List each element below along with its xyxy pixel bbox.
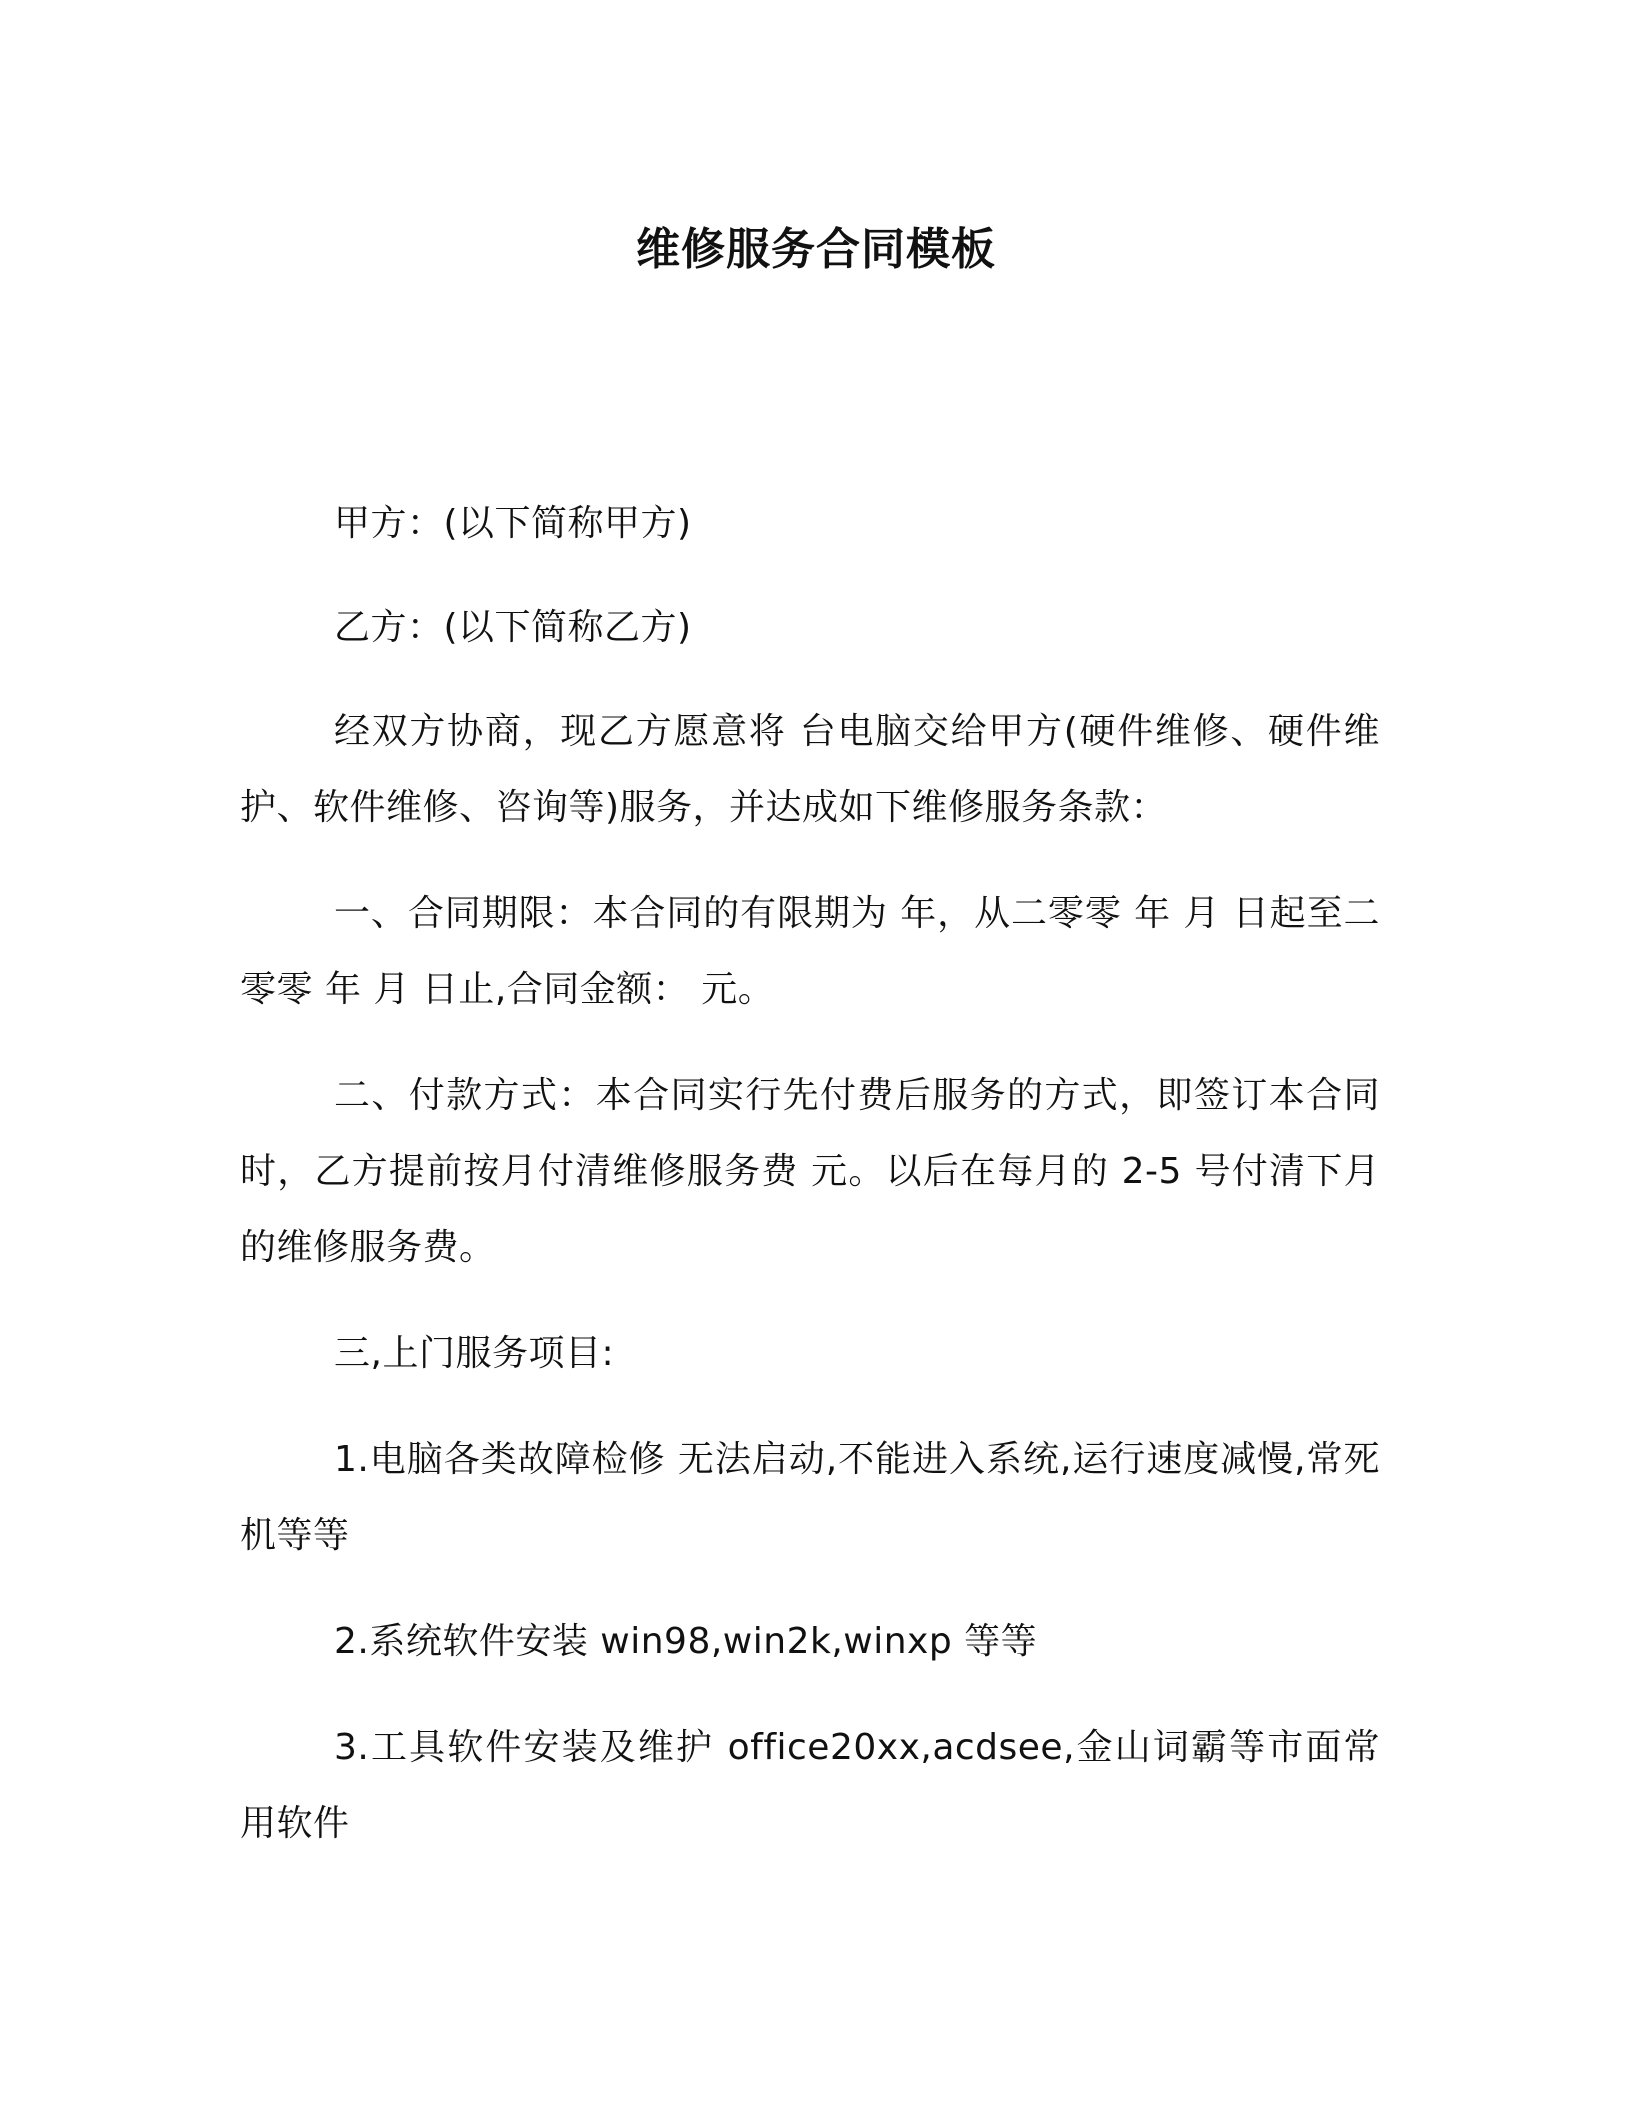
clause-payment: 二、付款方式：本合同实行先付费后服务的方式，即签订本合同时，乙方提前按月付清维修服务费 元。以后在每月的 2-5 号付清下月的维修服务费。	[240, 1075, 1380, 1268]
party-a-line: 甲方：(以下简称甲方)	[334, 503, 692, 544]
party-b-line: 乙方：(以下简称乙方)	[334, 607, 692, 648]
clause-service-heading: 三,上门服务项目:	[334, 1333, 615, 1374]
document-body	[240, 486, 1380, 1892]
service-item-3: 3.工具软件安装及维护 office20xx,acdsee,金山词霸等市面常用软件	[240, 1727, 1380, 1844]
document-title: 维修服务合同模板	[636, 224, 996, 275]
intro-paragraph: 经双方协商，现乙方愿意将 台电脑交给甲方(硬件维修、硬件维护、软件维修、咨询等)服务，并达成如下维修服务条款：	[240, 711, 1380, 828]
clause-term: 一、合同期限：本合同的有限期为 年，从二零零 年 月 日起至二零零 年 月 日止,合同金额： 元。	[240, 893, 1380, 1010]
service-item-2: 2.系统软件安装 win98,win2k,winxp 等等	[334, 1621, 1038, 1662]
service-item-1: 1.电脑各类故障检修 无法启动,不能进入系统,运行速度减慢,常死机等等	[240, 1439, 1380, 1556]
